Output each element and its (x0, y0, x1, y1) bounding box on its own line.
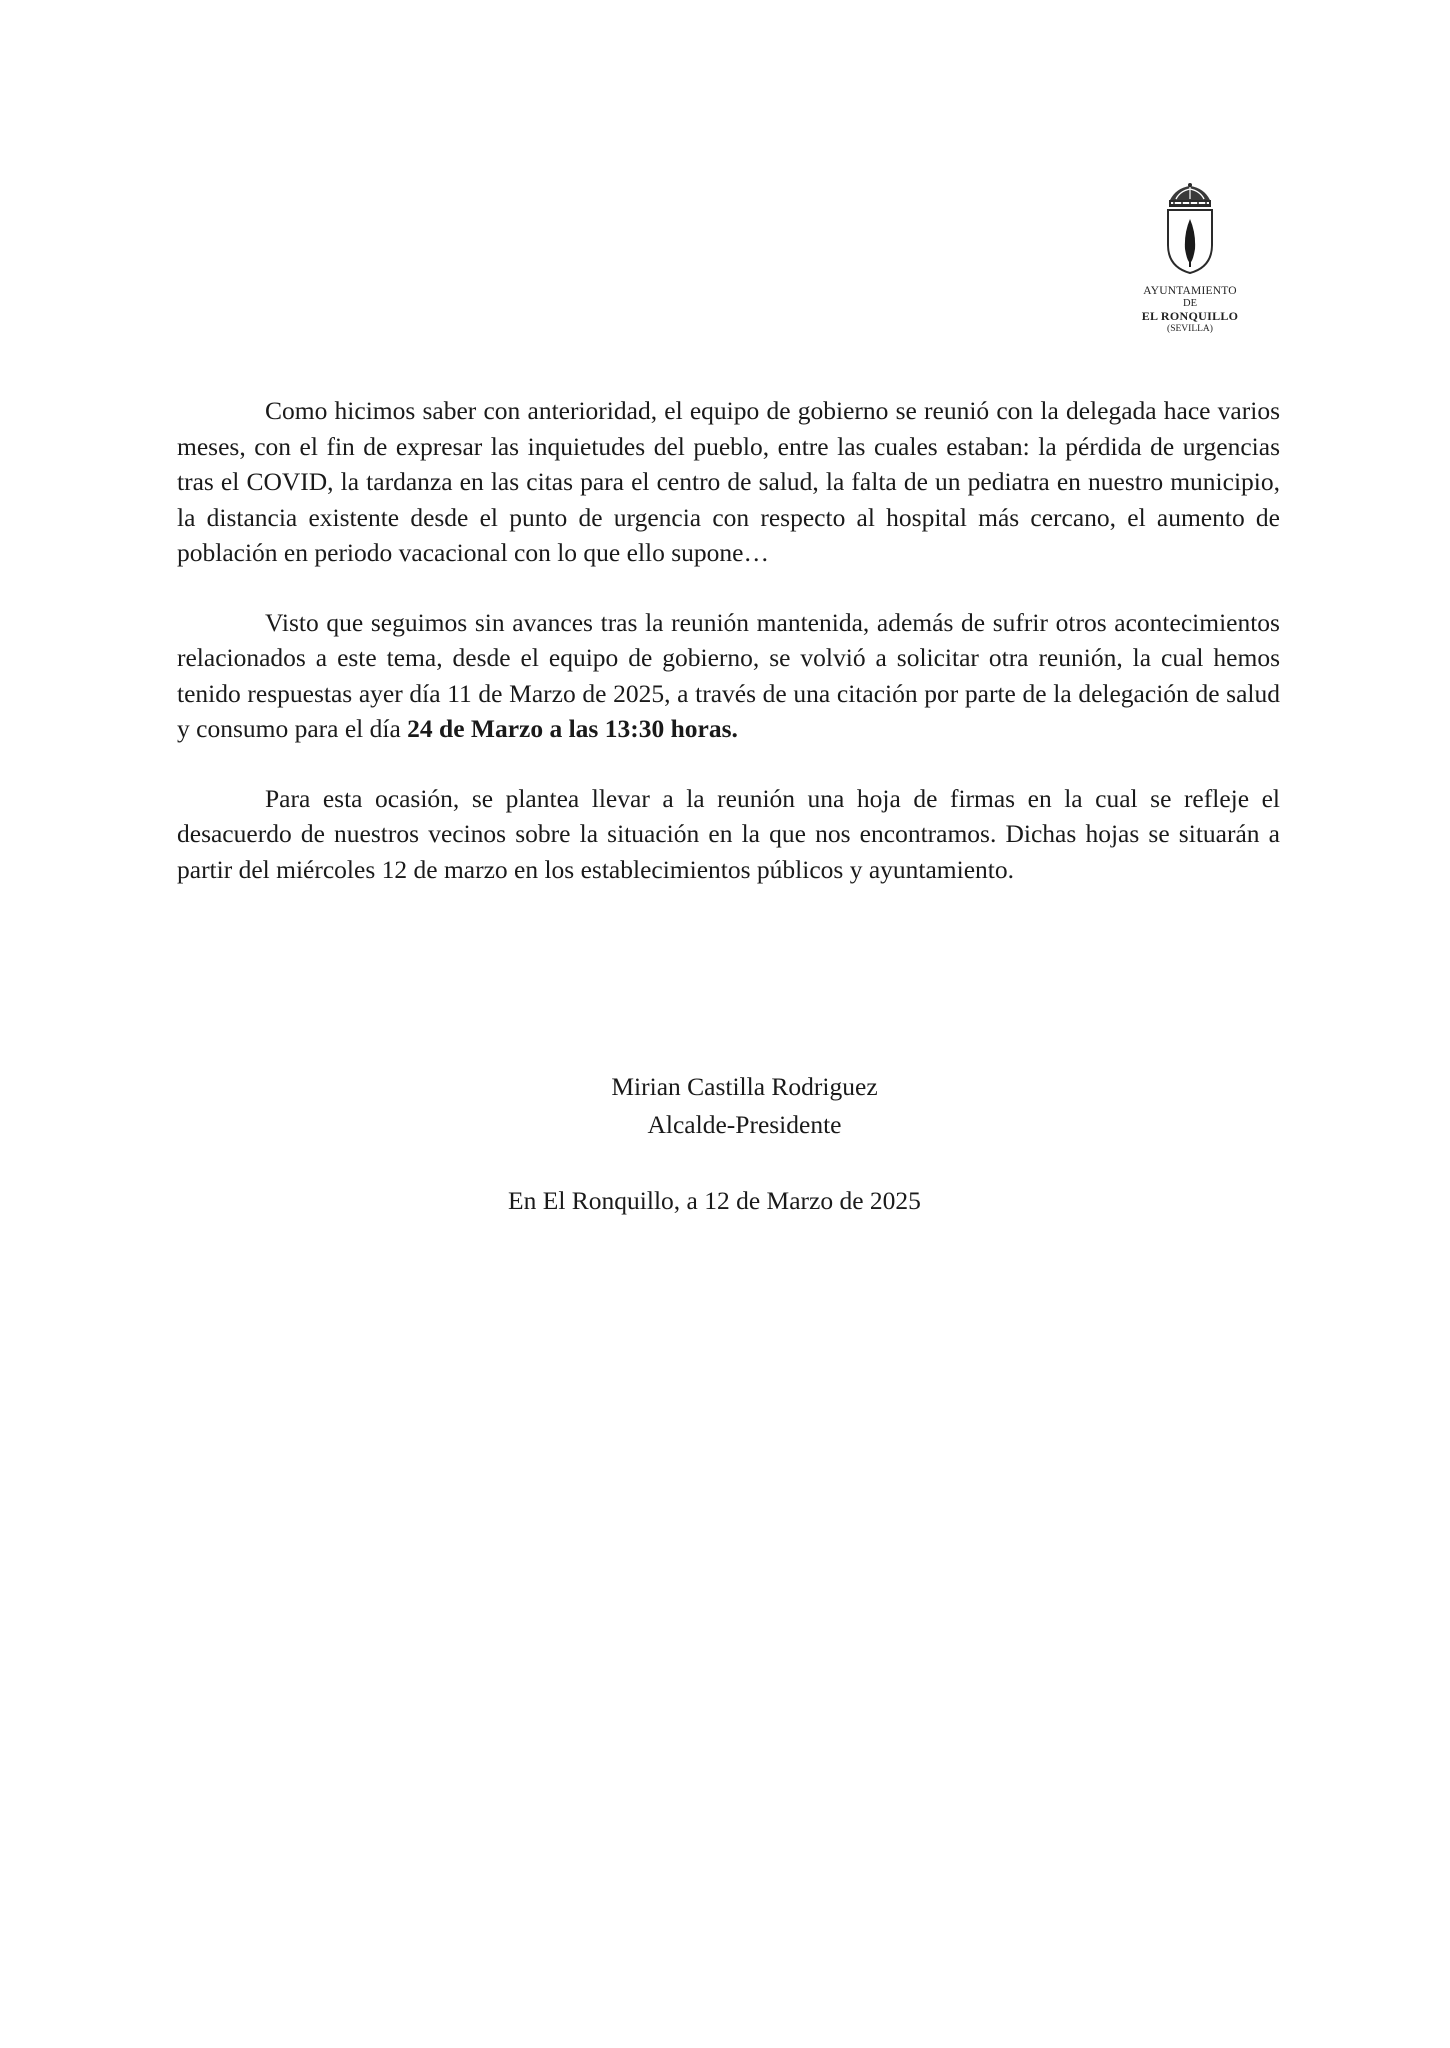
letter-body (177, 393, 1280, 921)
crowned-shield-cypress-icon (1162, 183, 1218, 275)
paragraph-2-text: Visto que seguimos sin avances tras la reunión mantenida, además de sufrir otros acontecimientos relacionados a este tema, desde el equipo de gobierno, se volvió a solicitar otra reunión, la cual hemos tenido respuestas ayer día 11 de Marzo de 2025, a través de una citación por parte de la delegación de salud y consumo para el día (177, 607, 1280, 743)
paragraph-2 (177, 605, 1280, 747)
signatory-name: Mirian Castilla Rodriguez (611, 1072, 878, 1101)
place-date-text: En El Ronquillo, a 12 de Marzo de 2025 (508, 1186, 921, 1215)
municipal-emblem (1140, 183, 1240, 335)
org-name-line3: EL RONQUILLO (1141, 309, 1239, 324)
signature-block (177, 1068, 1280, 1144)
place-and-date (177, 1182, 1280, 1220)
signatory-title: Alcalde-Presidente (647, 1110, 842, 1139)
org-name-line2: DE (1183, 298, 1197, 310)
org-province: (SEVILLA) (1167, 324, 1213, 335)
meeting-date-highlight: 24 de Marzo a las 13:30 horas. (407, 714, 738, 743)
paragraph-3: Para esta ocasión, se plantea llevar a la reunión una hoja de firmas en la cual se refleje el desacuerdo de nuestros vecinos sobre la situación en la que nos encontramos. Dichas hojas se situarán a partir del miércoles 12 de marzo en los establecimientos públicos y ayuntamiento. (177, 783, 1280, 884)
paragraph-1: Como hicimos saber con anterioridad, el equipo de gobierno se reunió con la delegada hace varios meses, con el fin de expresar las inquietudes del pueblo, entre las cuales estaban: la pérdida de urgencias tras el COVID, la tardanza en las citas para el centro de salud, la falta de un pediatra en nuestro municipio, la distancia existente desde el punto de urgencia con respecto al hospital más cercano, el aumento de población en periodo vacacional con lo que ello supone… (177, 396, 1280, 567)
org-name-line1: AYUNTAMIENTO (1143, 285, 1237, 297)
